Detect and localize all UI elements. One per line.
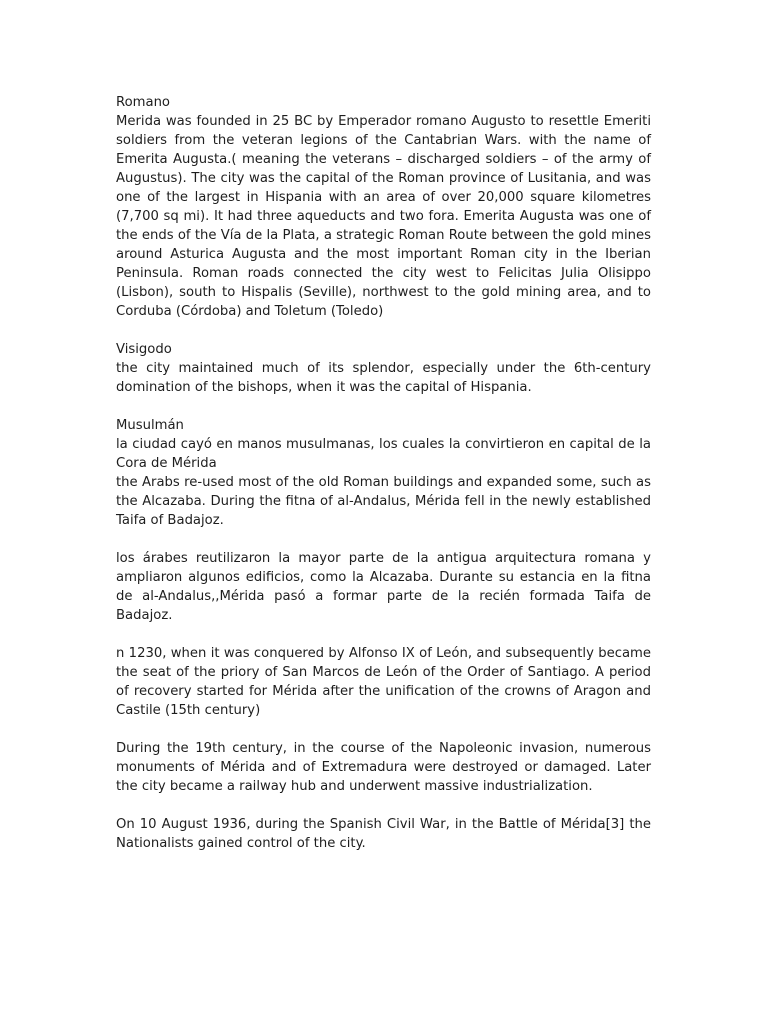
section-19th-century xyxy=(116,739,651,796)
section-heading: Romano xyxy=(116,95,170,110)
section-paragraph: la ciudad cayó en manos musulmanas, los cuales la convirtieron en capital de la Cora de Mérida xyxy=(116,437,651,471)
section-paragraph: n 1230, when it was conquered by Alfonso IX of León, and subsequently became the seat of the priory of San Marcos de León of the Order of Santiago. A period of recovery started for Mérida after the unification of the crowns of Aragon and Castile (15th century) xyxy=(116,646,651,718)
section-heading: Musulmán xyxy=(116,418,184,433)
section-paragraph: the city maintained much of its splendor, especially under the 6th-century domination of the bishops, when it was the capital of Hispania. xyxy=(116,361,651,395)
section-1230 xyxy=(116,644,651,720)
section-civil-war xyxy=(116,815,651,853)
section-visigodo xyxy=(116,340,651,397)
section-paragraph: During the 19th century, in the course of the Napoleonic invasion, numerous monuments of Mérida and of Extremadura were destroyed or damaged. Later the city became a railway hub and underwent massive industrialization. xyxy=(116,741,651,794)
section-paragraph: Merida was founded in 25 BC by Emperador romano Augusto to resettle Emeriti soldiers from the veteran legions of the Cantabrian Wars. with the name of Emerita Augusta.( meaning the veterans – discharged soldiers – of the army of Augustus). The city was the capital of the Roman province of Lusitania, and was one of the largest in Hispania with an area of over 20,000 square kilometres (7,700 sq mi). It had three aqueducts and two fora. Emerita Augusta was one of the ends of the Vía de la Plata, a strategic Roman Route between the gold mines around Asturica Augusta and the most important Roman city in the Iberian Peninsula. Roman roads connected the city west to Felicitas Julia Olisippo (Lisbon), south to Hispalis (Seville), northwest to the gold mining area, and to Corduba (Córdoba) and Toletum (Toledo) xyxy=(116,114,651,319)
section-heading: Visigodo xyxy=(116,342,172,357)
section-romano xyxy=(116,93,651,321)
document-page xyxy=(116,93,651,872)
section-paragraph: the Arabs re-used most of the old Roman buildings and expanded some, such as the Alcazaba. During the fitna of al-Andalus, Mérida fell in the newly established Taifa of Badajoz. xyxy=(116,475,651,528)
section-paragraph: On 10 August 1936, during the Spanish Civil War, in the Battle of Mérida[3] the Nationalists gained control of the city. xyxy=(116,817,651,851)
section-musulman xyxy=(116,416,651,530)
section-arabes-es xyxy=(116,549,651,625)
section-paragraph: los árabes reutilizaron la mayor parte de la antigua arquitectura romana y ampliaron algunos edificios, como la Alcazaba. Durante su estancia en la fitna de al-Andalus,,Mérida pasó a formar parte de la recién formada Taifa de Badajoz. xyxy=(116,551,651,623)
